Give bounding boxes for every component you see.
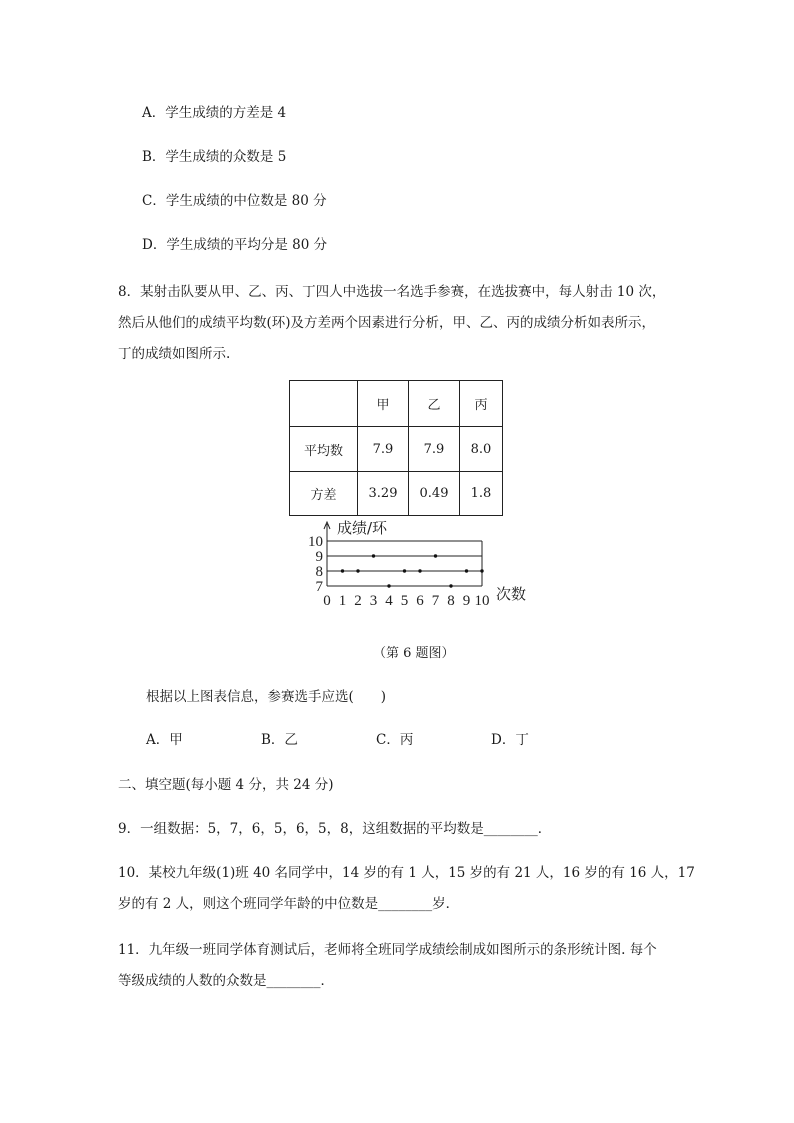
- data-point: [341, 569, 344, 572]
- y-axis-label: 成绩/环: [337, 520, 388, 537]
- q11-line-1: 11．九年级一班同学体育测试后，老师将全班同学成绩绘制成如图所示的条形统计图. 每个: [118, 942, 657, 958]
- y-tick-label: 8: [315, 564, 323, 580]
- table-cell: 平均数: [290, 427, 358, 472]
- x-tick-label: 2: [354, 593, 362, 609]
- x-tick-label: 7: [431, 593, 440, 609]
- table-row: [290, 427, 503, 472]
- table-cell: 7.9: [409, 427, 460, 472]
- data-point: [418, 569, 421, 572]
- choice-b: B．乙: [261, 732, 298, 748]
- choice-c: C．丙: [376, 732, 414, 748]
- stats-table: [289, 380, 503, 516]
- option-d: D．学生成绩的平均分是 80 分: [142, 237, 328, 253]
- y-tick-label: 9: [315, 549, 323, 565]
- table-cell: 0.49: [409, 472, 460, 516]
- x-tick-label: 1: [338, 593, 347, 609]
- table-header-cell: 乙: [409, 381, 460, 427]
- option-a: A．学生成绩的方差是 4: [142, 105, 287, 121]
- y-tick-label: 7: [315, 579, 323, 595]
- q8-line-3: 丁的成绩如图所示.: [118, 346, 231, 362]
- y-tick-label: 10: [308, 534, 323, 550]
- table-cell: 1.8: [460, 472, 503, 516]
- data-point: [449, 584, 452, 587]
- x-tick-label: 5: [400, 593, 409, 609]
- x-tick-label: 8: [447, 593, 455, 609]
- x-tick-label: 6: [416, 593, 424, 609]
- table-cell: 3.29: [358, 472, 409, 516]
- x-axis-label: 次数: [496, 585, 527, 603]
- q8-line-1: 8．某射击队要从甲、乙、丙、丁四人中选拔一名选手参赛，在选拔赛中，每人射击 10 次，: [118, 284, 666, 300]
- q8-question: 根据以上图表信息，参赛选手应选( ): [146, 689, 387, 705]
- data-point: [480, 569, 483, 572]
- x-tick-label: 9: [462, 593, 471, 609]
- data-point: [403, 569, 406, 572]
- table-cell: 8.0: [460, 427, 503, 472]
- choice-d: D．丁: [491, 732, 529, 748]
- option-c: C．学生成绩的中位数是 80 分: [142, 193, 327, 209]
- scores-chart: [300, 520, 540, 625]
- option-b: B．学生成绩的众数是 5: [142, 149, 287, 165]
- data-point: [387, 584, 390, 587]
- q8-line-2: 然后从他们的成绩平均数(环)及方差两个因素进行分析，甲、乙、丙的成绩分析如表所示，: [118, 315, 656, 331]
- table-header-cell: [290, 381, 358, 427]
- x-tick-label: 10: [474, 593, 490, 609]
- table-row: [290, 472, 503, 516]
- section-heading: 二、填空题(每小题 4 分，共 24 分): [118, 777, 334, 793]
- table-cell: 7.9: [358, 427, 409, 472]
- q10-line-1: 10．某校九年级(1)班 40 名同学中，14 岁的有 1 人，15 岁的有 21 人，16 岁的有 16 人，17: [118, 865, 695, 881]
- choice-a: A．甲: [146, 732, 183, 748]
- data-point: [465, 569, 468, 572]
- data-point: [372, 554, 375, 557]
- data-point: [434, 554, 437, 557]
- table-cell: 方差: [290, 472, 358, 516]
- x-tick-label: 4: [385, 593, 393, 609]
- q9: 9．一组数据：5，7，6，5，6，5，8，这组数据的平均数是________．: [118, 821, 552, 837]
- figure-caption: （第 6 题图）: [373, 646, 455, 661]
- data-point: [356, 569, 359, 572]
- q10-line-2: 岁的有 2 人，则这个班同学年龄的中位数是________岁．: [118, 896, 460, 912]
- q11-line-2: 等级成绩的人数的众数是________．: [118, 973, 334, 989]
- table-header-row: [290, 381, 503, 427]
- x-tick-label: 3: [369, 593, 378, 609]
- x-tick-label: 0: [323, 593, 331, 609]
- table-header-cell: 甲: [358, 381, 409, 427]
- table-header-cell: 丙: [460, 381, 503, 427]
